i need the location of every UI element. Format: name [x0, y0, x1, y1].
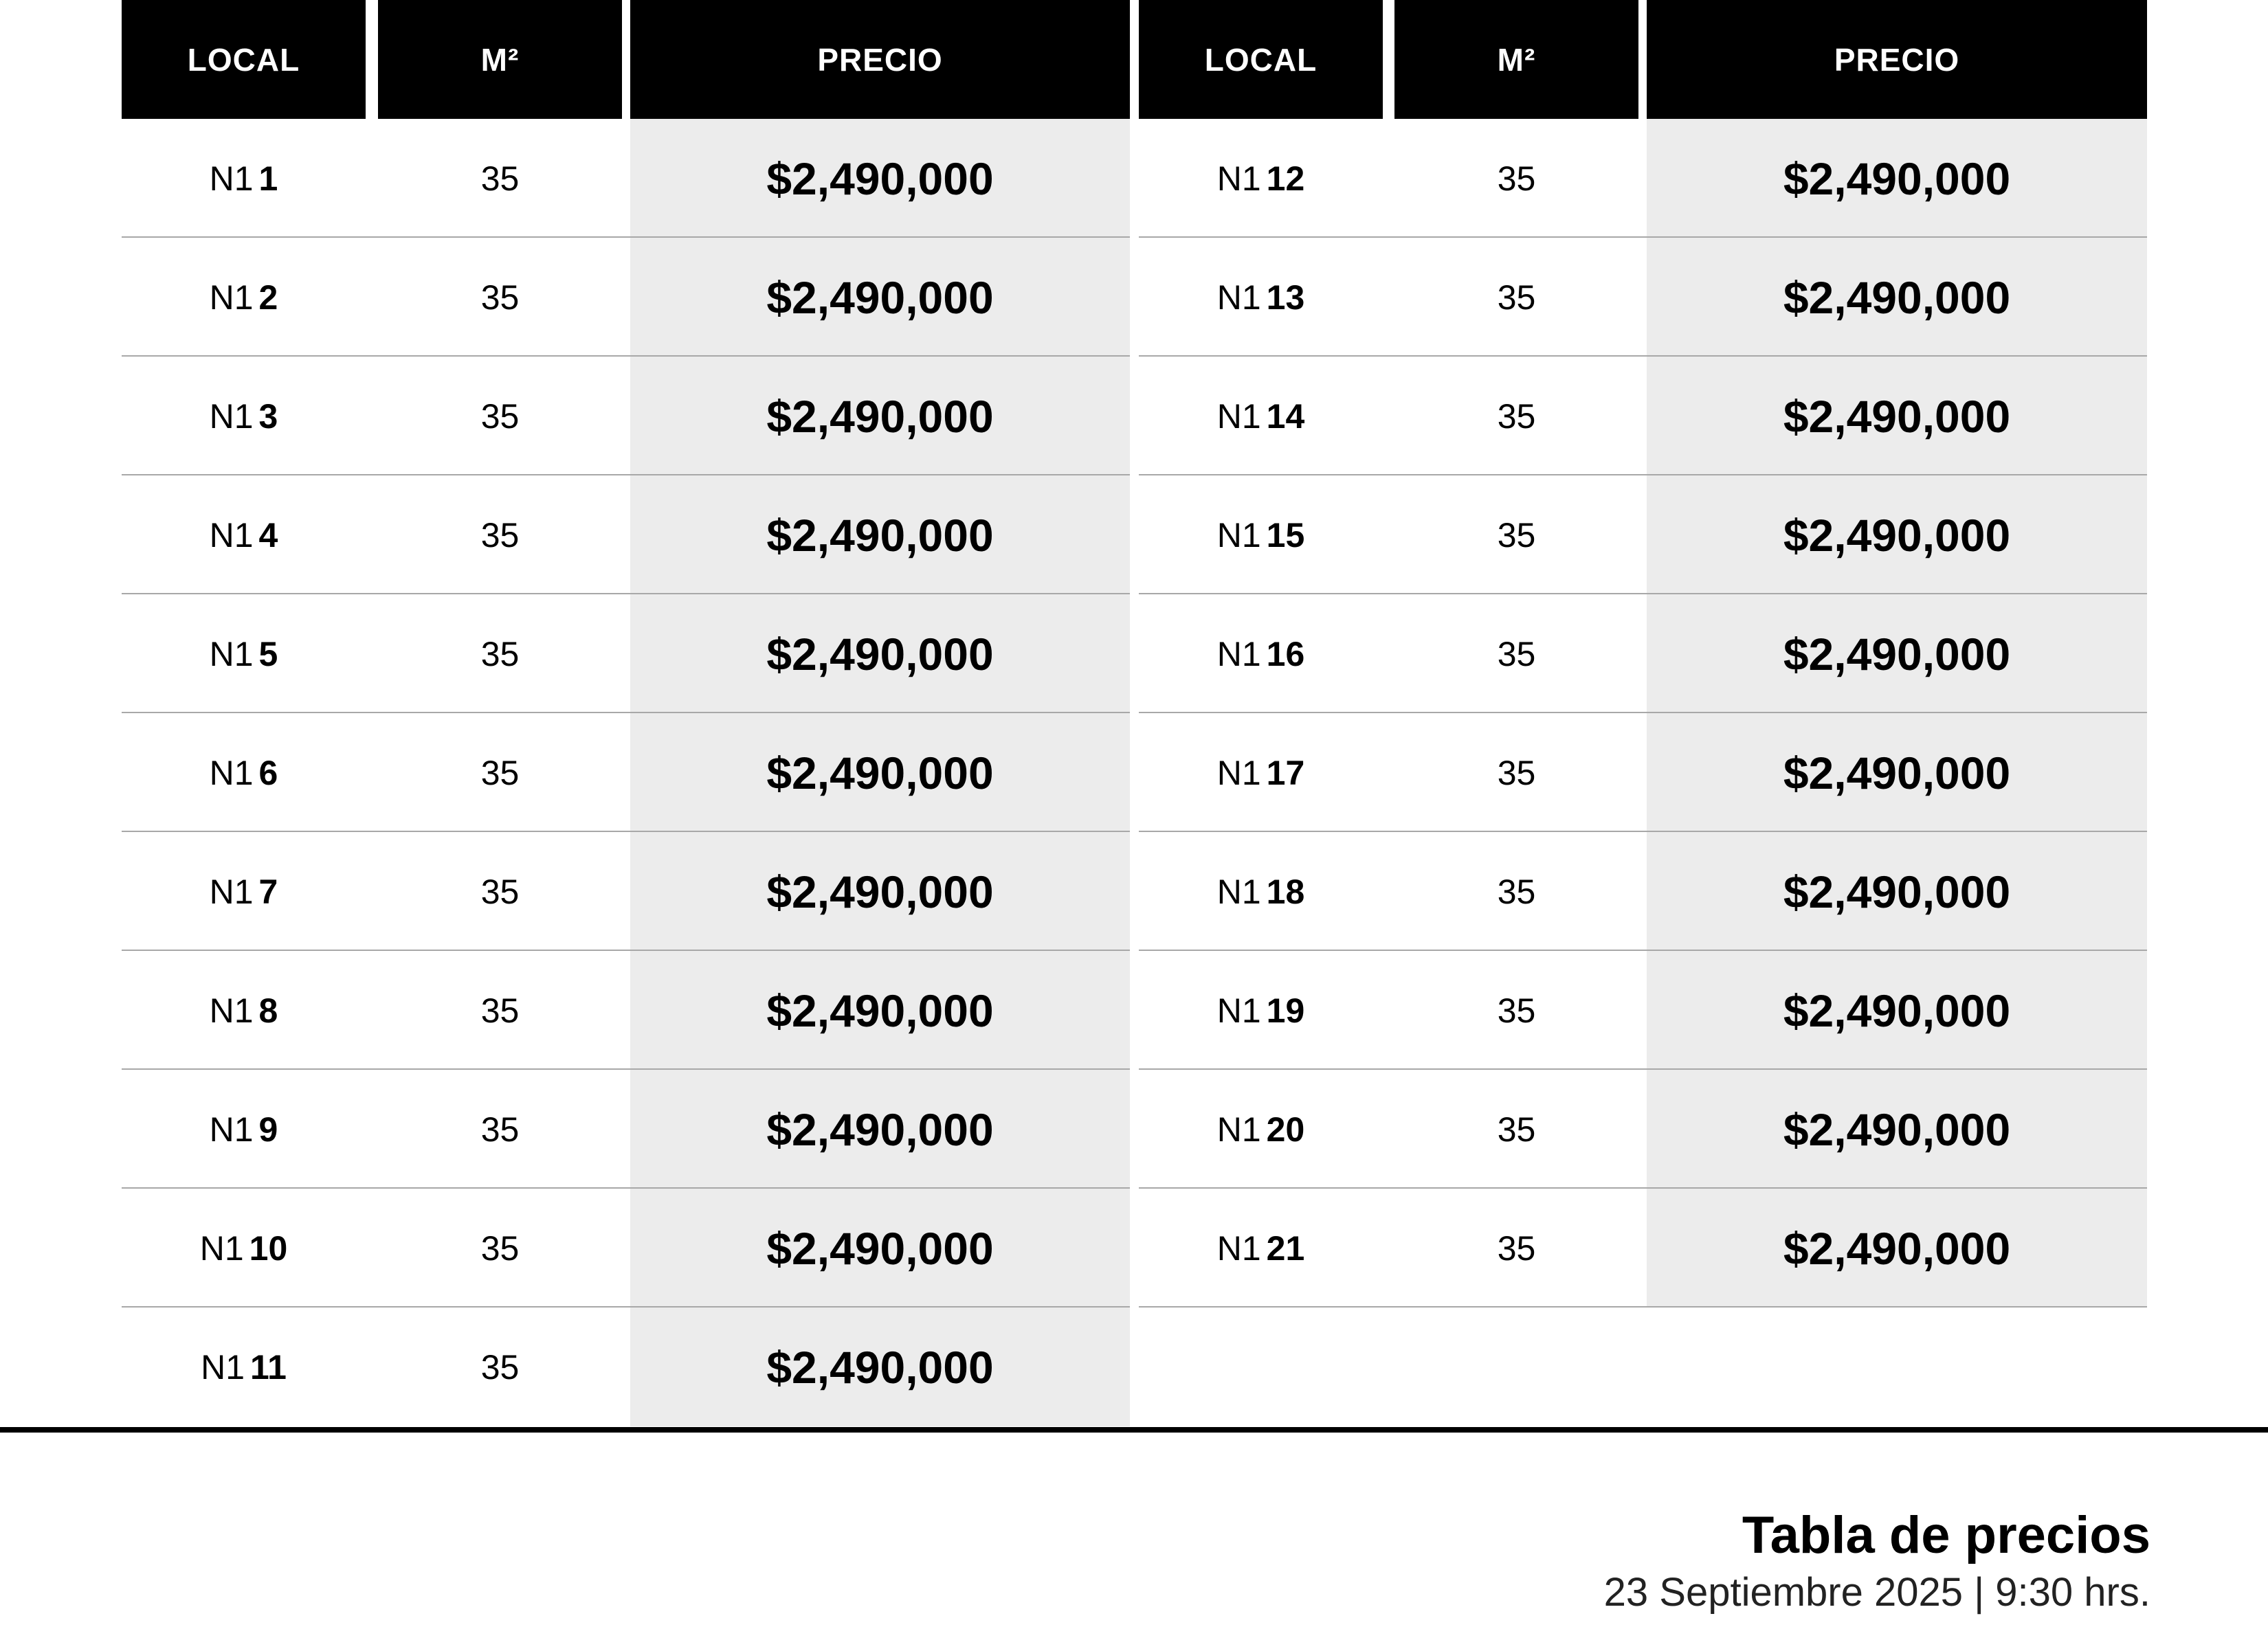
table-row	[122, 357, 2147, 475]
local-prefix: N1	[1216, 515, 1261, 554]
header-m2-left: M²	[378, 0, 622, 119]
local-cell	[122, 1189, 366, 1308]
local-cell	[1139, 475, 1383, 594]
local-cell	[122, 1308, 366, 1426]
local-prefix: N1	[209, 1110, 254, 1149]
footer-title: Tabla de precios	[1742, 1506, 2150, 1564]
m2-cell: 35	[480, 991, 520, 1030]
m2-cell: 35	[1497, 872, 1536, 911]
table-row	[122, 832, 2147, 951]
local-prefix: N1	[1216, 753, 1261, 792]
local-number: 6	[258, 753, 278, 792]
m2-cell: 35	[1497, 515, 1536, 554]
m2-cell: 35	[480, 515, 520, 554]
local-number: 15	[1266, 515, 1305, 554]
price-cell: $2,490,000	[630, 1308, 1130, 1426]
local-prefix: N1	[209, 396, 254, 436]
m2-cell: 35	[480, 159, 520, 198]
local-prefix: N1	[209, 278, 254, 317]
local-cell	[1139, 119, 1383, 238]
local-number: 1	[258, 159, 278, 198]
price-cell: $2,490,000	[1647, 594, 2147, 713]
local-number: 7	[258, 872, 278, 911]
local-cell	[122, 594, 366, 713]
local-cell	[122, 475, 366, 594]
table-row	[122, 951, 2147, 1070]
table-row	[122, 1308, 2147, 1426]
header-local-left: LOCAL	[122, 0, 366, 119]
footer	[1604, 1505, 2150, 1619]
table-row	[122, 119, 2147, 238]
local-number: 19	[1266, 991, 1305, 1030]
m2-cell: 35	[480, 634, 520, 673]
footer-date: 23 Septiembre 2025 | 9:30 hrs.	[1603, 1570, 2150, 1615]
price-table	[122, 0, 2147, 1426]
local-number: 3	[258, 396, 278, 436]
local-prefix: N1	[1216, 634, 1261, 673]
m2-cell: 35	[480, 872, 520, 911]
price-cell: $2,490,000	[1647, 475, 2147, 594]
table-row	[122, 594, 2147, 713]
local-number: 20	[1266, 1110, 1305, 1149]
table-row	[122, 713, 2147, 832]
local-number: 10	[249, 1228, 288, 1268]
local-cell	[1139, 238, 1383, 357]
price-cell: $2,490,000	[630, 238, 1130, 357]
local-number: 16	[1266, 634, 1305, 673]
local-number: 2	[258, 278, 278, 317]
price-cell: $2,490,000	[1647, 119, 2147, 238]
local-prefix: N1	[1216, 396, 1261, 436]
local-number: 8	[258, 991, 278, 1030]
header-precio-right: PRECIO	[1647, 0, 2147, 119]
price-cell: $2,490,000	[630, 475, 1130, 594]
m2-cell: 35	[1497, 159, 1536, 198]
local-prefix: N1	[1216, 1110, 1261, 1149]
price-cell: $2,490,000	[1647, 238, 2147, 357]
price-cell: $2,490,000	[630, 832, 1130, 951]
price-cell: $2,490,000	[1647, 1189, 2147, 1308]
m2-cell: 35	[1497, 634, 1536, 673]
local-number: 17	[1266, 753, 1305, 792]
local-cell	[122, 1070, 366, 1189]
price-cell: $2,490,000	[1647, 357, 2147, 475]
local-cell	[122, 832, 366, 951]
m2-cell: 35	[480, 278, 520, 317]
local-cell	[1139, 357, 1383, 475]
header-m2-right: M²	[1394, 0, 1638, 119]
local-prefix: N1	[199, 1228, 244, 1268]
bottom-divider	[0, 1427, 2268, 1433]
local-prefix: N1	[1216, 278, 1261, 317]
price-cell: $2,490,000	[1647, 1070, 2147, 1189]
local-cell	[122, 951, 366, 1070]
local-prefix: N1	[1216, 872, 1261, 911]
local-number: 12	[1266, 159, 1305, 198]
price-cell: $2,490,000	[630, 357, 1130, 475]
local-cell	[1139, 832, 1383, 951]
m2-cell: 35	[1497, 1228, 1536, 1268]
m2-cell: 35	[1497, 278, 1536, 317]
local-prefix: N1	[209, 872, 254, 911]
table-header	[122, 0, 2147, 119]
m2-cell: 35	[480, 1228, 520, 1268]
local-number: 9	[258, 1110, 278, 1149]
price-cell: $2,490,000	[630, 713, 1130, 832]
price-cell: $2,490,000	[630, 951, 1130, 1070]
m2-cell: 35	[1497, 753, 1536, 792]
local-number: 4	[258, 515, 278, 554]
table-row	[122, 1189, 2147, 1308]
header-local-right: LOCAL	[1139, 0, 1383, 119]
price-cell: $2,490,000	[630, 1189, 1130, 1308]
price-cell: $2,490,000	[630, 594, 1130, 713]
local-number: 14	[1266, 396, 1305, 436]
m2-cell: 35	[480, 753, 520, 792]
local-cell	[122, 119, 366, 238]
local-prefix: N1	[209, 515, 254, 554]
m2-cell: 35	[480, 1347, 520, 1387]
table-row	[122, 475, 2147, 594]
local-number: 5	[258, 634, 278, 673]
table-body	[122, 119, 2147, 1426]
local-prefix: N1	[1216, 991, 1261, 1030]
header-precio-left: PRECIO	[630, 0, 1130, 119]
local-number: 13	[1266, 278, 1305, 317]
local-prefix: N1	[201, 1347, 245, 1387]
local-prefix: N1	[1216, 1228, 1261, 1268]
local-cell	[1139, 713, 1383, 832]
local-number: 18	[1266, 872, 1305, 911]
local-prefix: N1	[209, 634, 254, 673]
m2-cell: 35	[480, 396, 520, 436]
m2-cell: 35	[1497, 1110, 1536, 1149]
local-prefix: N1	[209, 753, 254, 792]
local-cell	[1139, 1189, 1383, 1308]
m2-cell: 35	[480, 1110, 520, 1149]
price-cell: $2,490,000	[630, 119, 1130, 238]
m2-cell: 35	[1497, 991, 1536, 1030]
m2-cell: 35	[1497, 396, 1536, 436]
local-number: 21	[1266, 1228, 1305, 1268]
local-prefix: N1	[209, 159, 254, 198]
local-cell	[122, 713, 366, 832]
local-cell	[122, 238, 366, 357]
local-prefix: N1	[1216, 159, 1261, 198]
price-cell: $2,490,000	[630, 1070, 1130, 1189]
price-cell: $2,490,000	[1647, 713, 2147, 832]
local-number: 11	[250, 1347, 287, 1387]
price-cell: $2,490,000	[1647, 832, 2147, 951]
table-row	[122, 1070, 2147, 1189]
local-cell	[1139, 1070, 1383, 1189]
local-prefix: N1	[209, 991, 254, 1030]
local-cell	[122, 357, 366, 475]
local-cell	[1139, 951, 1383, 1070]
price-cell: $2,490,000	[1647, 951, 2147, 1070]
table-row	[122, 238, 2147, 357]
local-cell	[1139, 594, 1383, 713]
